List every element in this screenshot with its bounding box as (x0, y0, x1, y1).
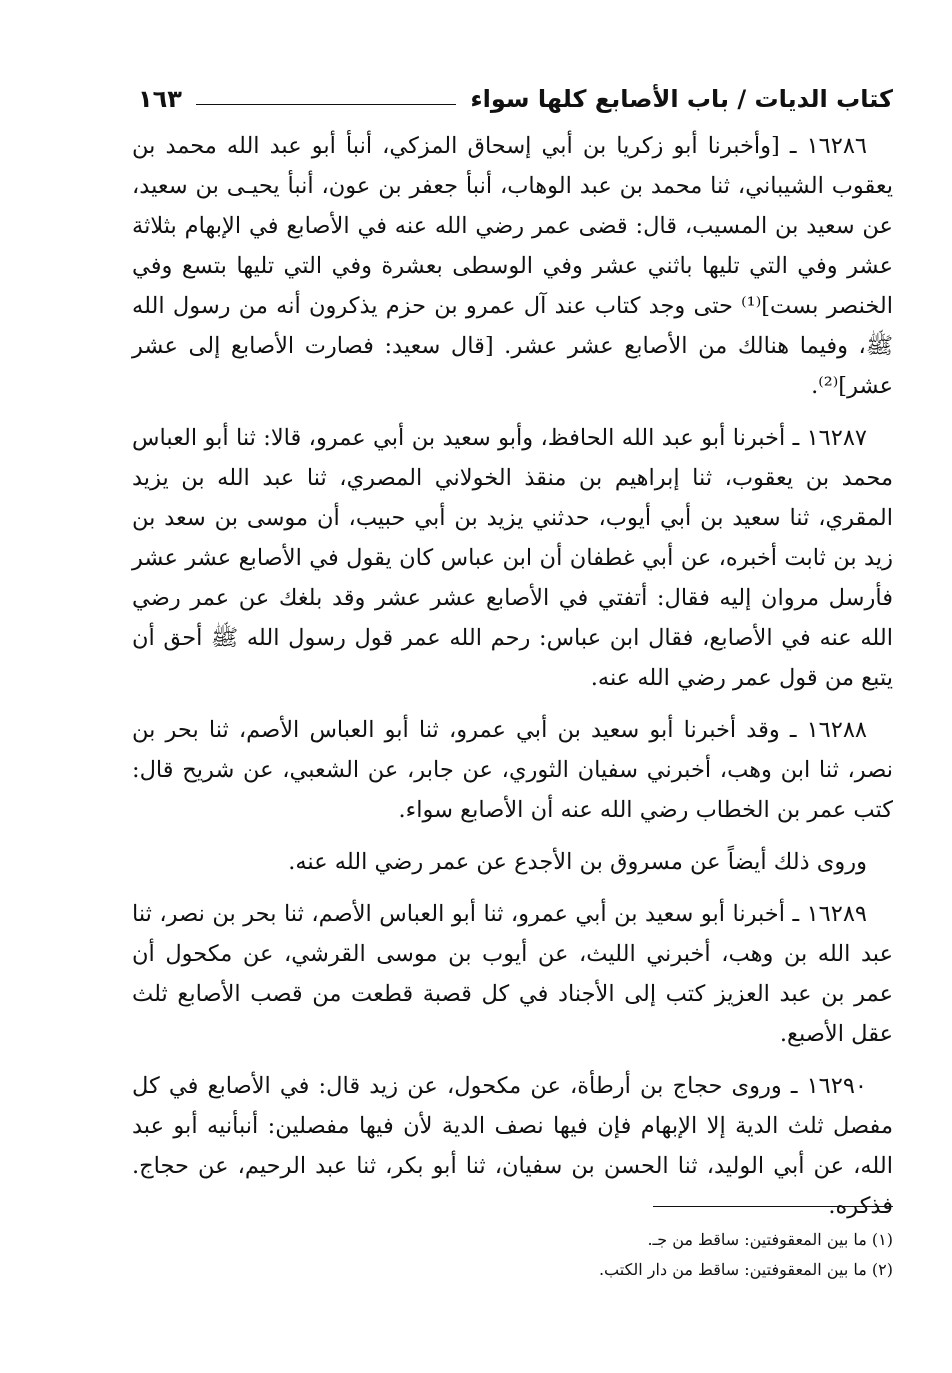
footnotes (132, 1206, 893, 1285)
hadith-paragraph-16288: ١٦٢٨٨ ـ وقد أخبرنا أبو سعيد بن أبي عمرو، ثنا أبو العباس الأصم، ثنا بحر بن نصر، ثنا ابن وهب، أخبرني سفيان الثوري، عن جابر، عن الشعبي، عن شريح قال: كتب عمر بن الخطاب رضي الله عنه أن الأصابع سواء. (132, 717, 893, 823)
footnote-2: (٢) ما بين المعقوفتين: ساقط من دار الكتب. (598, 1260, 893, 1279)
hadith-paragraph-16289: ١٦٢٨٩ ـ أخبرنا أبو سعيد بن أبي عمرو، ثنا أبو العباس الأصم، ثنا بحر بن نصر، ثنا عبد الله بن وهب، أخبرني الليث، عن أيوب بن موسى القرشي، عن مكحول أن عمر بن عبد العزيز كتب إلى الأجناد في كل قصبة قطعت من قصب الأصابع ثلث عقل الأصبع. (132, 901, 893, 1047)
hadith-paragraph-16287: ١٦٢٨٧ ـ أخبرنا أبو عبد الله الحافظ، وأبو سعيد بن أبي عمرو، قالا: ثنا أبو العباس محمد بن يعقوب، ثنا إبراهيم بن منقذ الخولاني المصري، ثنا عبد الله بن يزيد المقري، ثنا سعيد بن أبي أيوب، حدثني يزيد بن أبي حبيب، أن موسى بن سعد بن زيد بن ثابت أخبره، عن أبي غطفان أن ابن عباس كان يقول في الأصابع عشر عشر فأرسل مروان إليه فقال: أتفتي في الأصابع عشر عشر وقد بلغك عن عمر رضي الله عنه في الأصابع، فقال ابن عباس: رحم الله عمر قول رسول الله ﷺ أحق أن يتبع من قول عمر رضي الله عنه. (132, 425, 894, 691)
main-text (132, 126, 893, 1238)
header-title: كتاب الديات / باب الأصابع كلها سواء (470, 85, 893, 114)
narration-note: وروى ذلك أيضاً عن مسروق بن الأجدع عن عمر رضي الله عنه. (288, 849, 867, 875)
hadith-paragraph-16290: ١٦٢٩٠ ـ وروى حجاج بن أرطأة، عن مكحول، عن زيد قال: في الأصابع في كل مفصل ثلث الدية إلا الإبهام فإن فيها نصف الدية لأن فيها مفصلين: أنبأنيه أبو عبد الله، عن أبي الوليد، ثنا الحسن بن سفيان، ثنا أبو بكر، ثنا عبد الرحيم، عن حجاج. فذكره. (132, 1073, 893, 1219)
footnote-rule (653, 1206, 893, 1207)
header-rule (196, 104, 456, 105)
page-number: ١٦٣ (138, 85, 182, 114)
hadith-paragraph-16286: ١٦٢٨٦ ـ [وأخبرنا أبو زكريا بن أبي إسحاق المزكي، أنبأ أبو عبد الله محمد بن يعقوب الشيباني، ثنا محمد بن عبد الوهاب، أنبأ جعفر بن عون، أنبأ يحيـى بن سعيد، عن سعيد بن المسيب، قال: قضى عمر رضي الله عنه في الأصابع في الإبهام بثلاثة عشر وفي التي تليها باثني عشر وفي الوسطى بعشرة وفي التي تليها بتسع وفي الخنصر بست]⁽¹⁾ حتى وجد كتاب عند آل عمرو بن حزم يذكرون أنه من رسول الله ﷺ، وفيما هنالك من الأصابع عشر عشر. [قال سعيد: فصارت الأصابع إلى عشر عشر]⁽²⁾. (132, 133, 893, 399)
footnote-1: (١) ما بين المعقوفتين: ساقط من جـ. (647, 1230, 893, 1249)
running-header (138, 74, 893, 114)
